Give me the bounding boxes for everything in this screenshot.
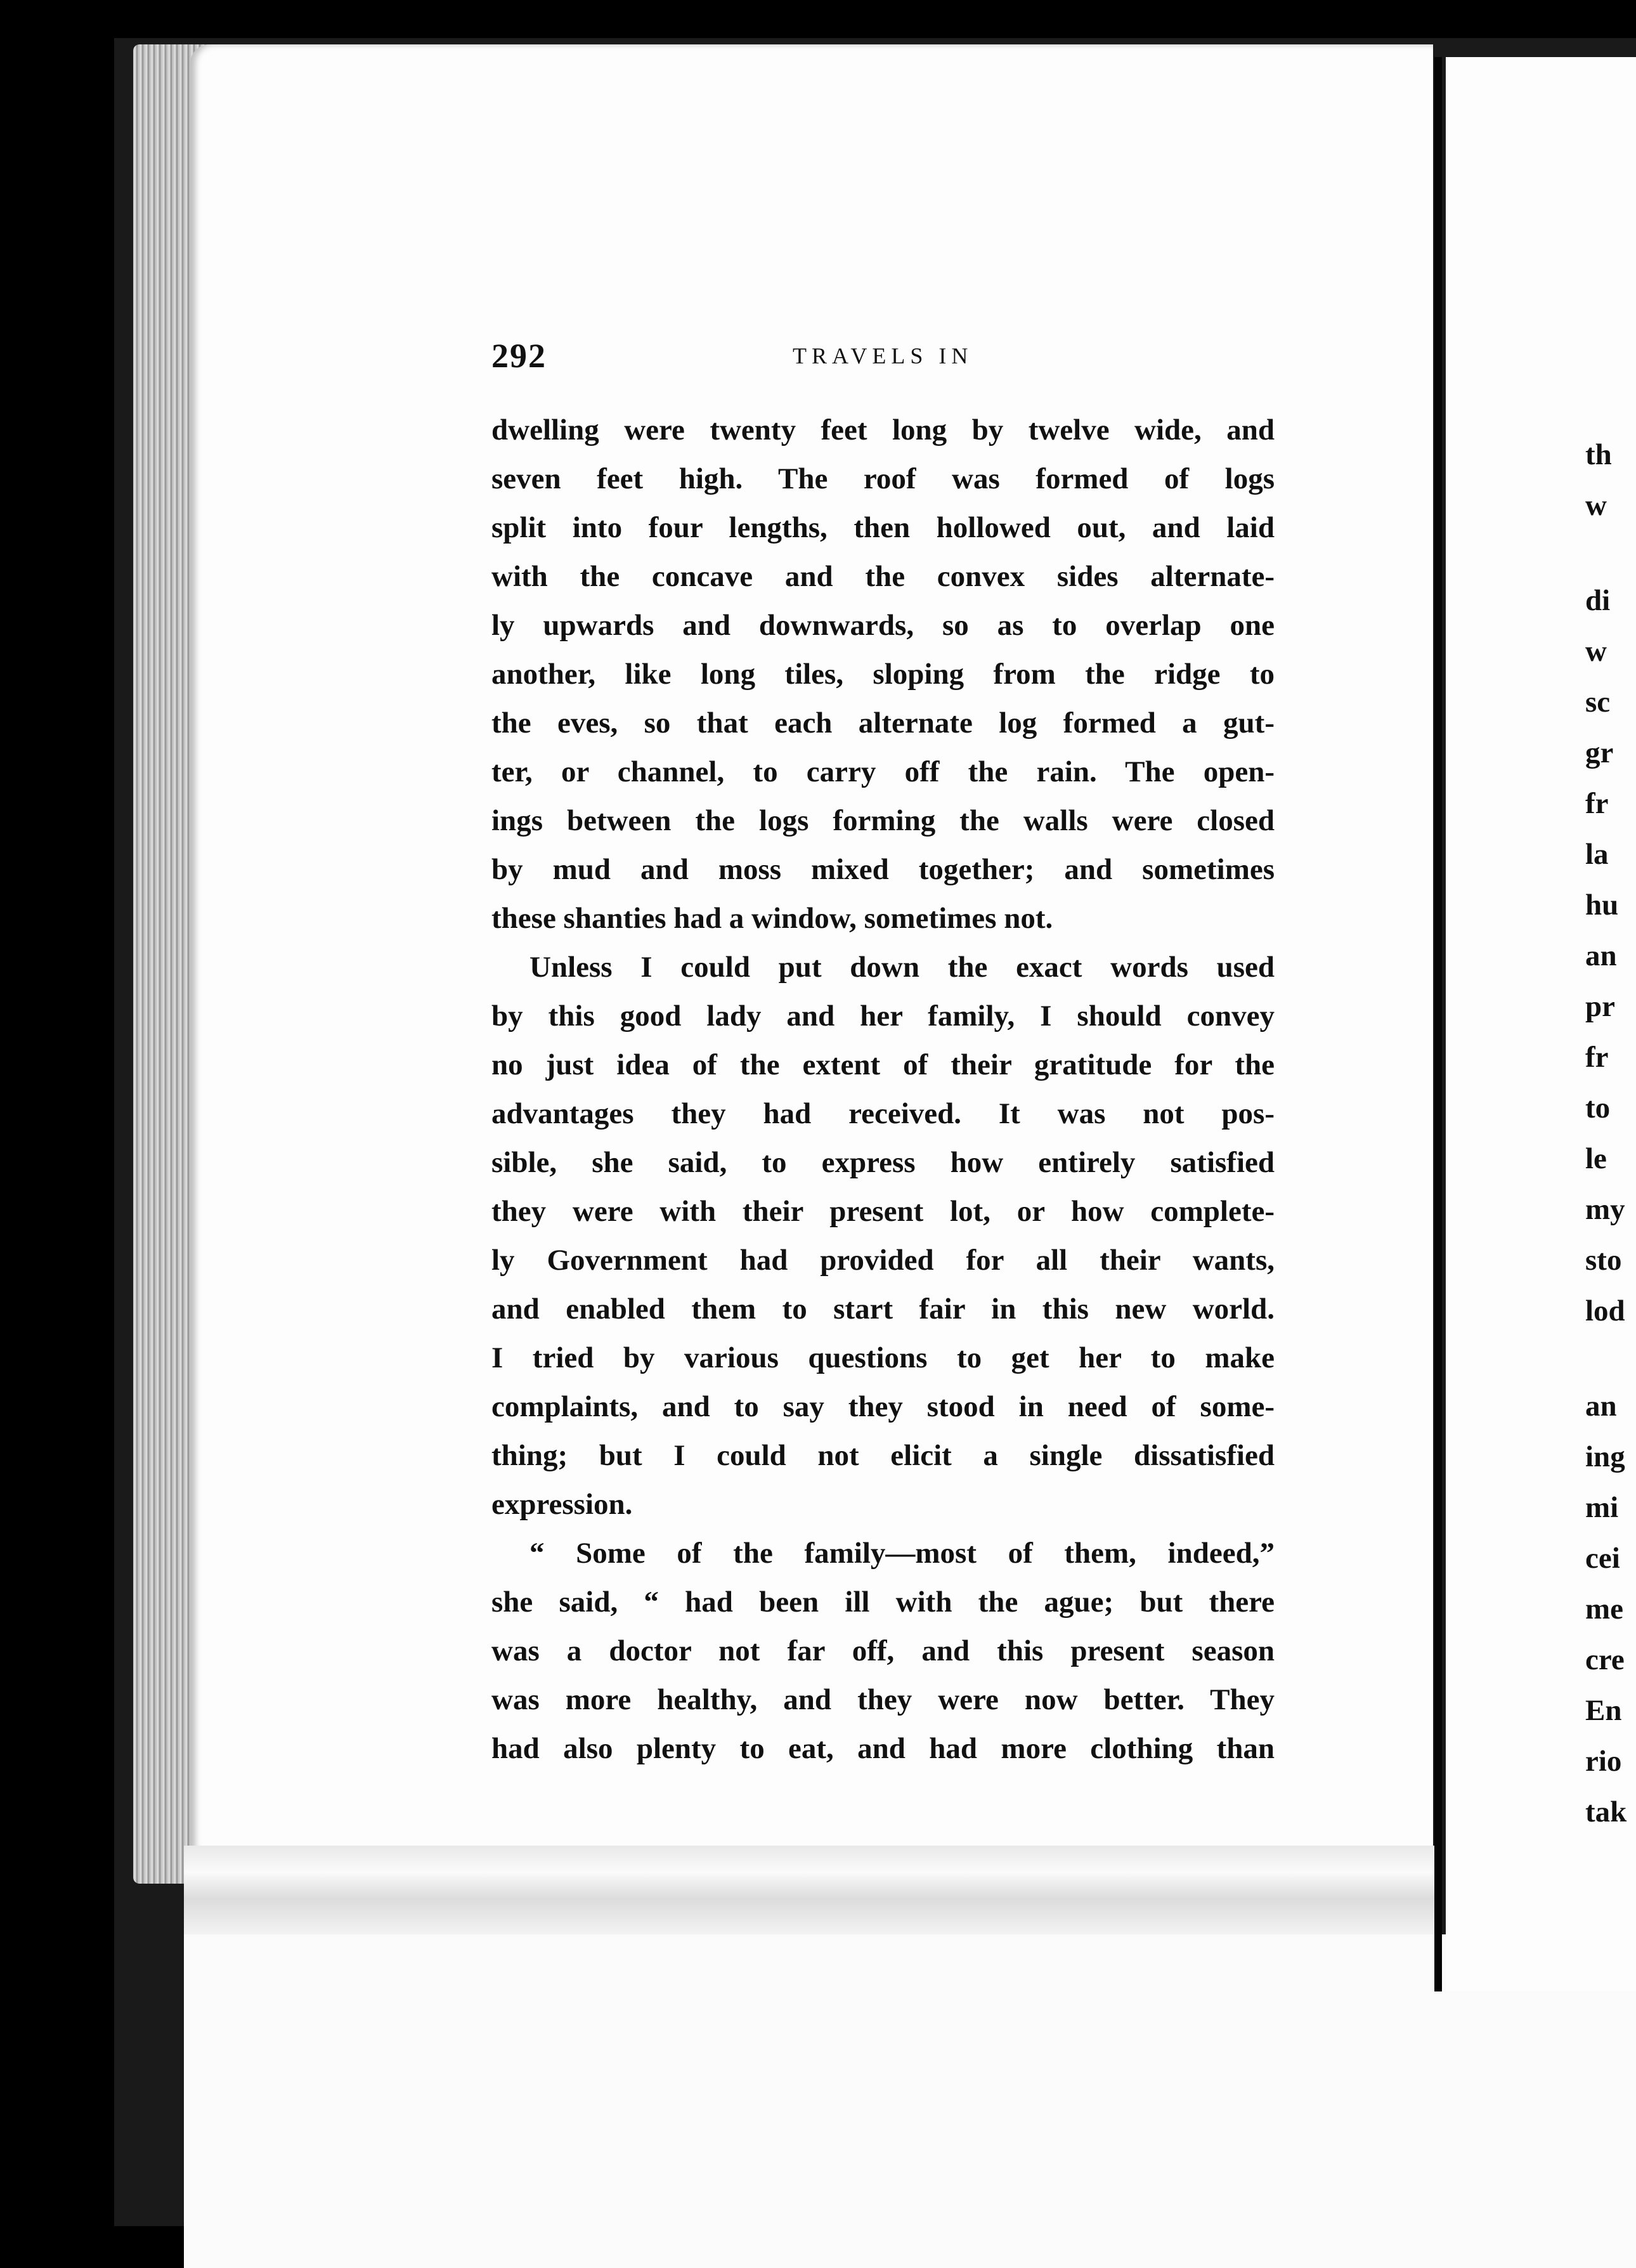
right-fragment: rio: [1585, 1745, 1622, 1778]
bottom-strip: [184, 1934, 1636, 2268]
text-line: no just idea of the extent of their gratitude for the: [491, 1048, 1275, 1081]
text-line: ly Government had provided for all their wants,: [491, 1244, 1275, 1277]
gutter-line: [1434, 57, 1442, 1991]
right-fragment: me: [1585, 1593, 1624, 1626]
right-fragment: fr: [1585, 1041, 1609, 1074]
right-fragment: w: [1585, 635, 1607, 668]
text-line: seven feet high. The roof was formed of logs: [491, 462, 1275, 495]
text-line: another, like long tiles, sloping from the ridge to: [491, 658, 1275, 691]
right-fragment: En: [1585, 1694, 1622, 1727]
page-bottom-edge: [184, 1846, 1439, 1934]
text-line: was a doctor not far off, and this present season: [491, 1634, 1275, 1667]
right-fragment: la: [1585, 838, 1609, 871]
text-line: I tried by various questions to get her to make: [491, 1341, 1275, 1374]
right-fragment: sto: [1585, 1244, 1622, 1277]
text-line: dwelling were twenty feet long by twelve wide, and: [491, 414, 1275, 446]
text-line: Unless I could put down the exact words used: [529, 951, 1275, 984]
right-fragment: le: [1585, 1142, 1607, 1175]
right-fragment: sc: [1585, 686, 1611, 719]
text-line: by this good lady and her family, I should convey: [491, 1000, 1275, 1033]
right-fragment: cei: [1585, 1542, 1620, 1575]
text-line: they were with their present lot, or how complete-: [491, 1195, 1275, 1228]
text-line: split into four lengths, then hollowed out, and laid: [491, 511, 1275, 544]
text-line: was more healthy, and they were now better. They: [491, 1683, 1275, 1716]
page-number: 292: [491, 337, 547, 375]
right-fragment: an: [1585, 1390, 1617, 1423]
right-fragment: lod: [1585, 1294, 1625, 1327]
right-fragment: an: [1585, 939, 1617, 972]
right-fragment: my: [1585, 1193, 1625, 1226]
text-line: advantages they had received. It was not pos-: [491, 1097, 1275, 1130]
right-fragment: hu: [1585, 889, 1619, 922]
text-line: expression.: [491, 1488, 633, 1521]
right-fragment: cre: [1585, 1643, 1625, 1676]
text-line: ter, or channel, to carry off the rain. The open-: [491, 755, 1275, 788]
text-line: she said, “ had been ill with the ague; but there: [491, 1586, 1275, 1619]
right-fragment: mi: [1585, 1491, 1619, 1524]
text-line: the eves, so that each alternate log formed a gut-: [491, 707, 1275, 740]
right-fragment: ing: [1585, 1440, 1625, 1473]
text-line: sible, she said, to express how entirely satisfied: [491, 1146, 1275, 1179]
text-line: had also plenty to eat, and had more clothing than: [491, 1732, 1275, 1765]
right-fragment: th: [1585, 438, 1612, 471]
text-line: thing; but I could not elicit a single dissatisfied: [491, 1439, 1275, 1472]
right-fragment: w: [1585, 489, 1607, 522]
text-line: ly upwards and downwards, so as to overlap one: [491, 609, 1275, 642]
right-fragment: pr: [1585, 990, 1615, 1023]
running-title: TRAVELS IN: [793, 343, 973, 368]
right-fragment: to: [1585, 1092, 1611, 1124]
text-line: with the concave and the convex sides alternate-: [491, 560, 1275, 593]
text-line: and enabled them to start fair in this new world.: [491, 1293, 1275, 1326]
text-line: complaints, and to say they stood in need of some-: [491, 1390, 1275, 1423]
text-line: ings between the logs forming the walls were closed: [491, 804, 1275, 837]
text-line: “ Some of the family—most of them, indeed,”: [529, 1537, 1275, 1570]
body-text: [491, 406, 1275, 1773]
text-line: these shanties had a window, sometimes not.: [491, 902, 1053, 935]
right-fragment: di: [1585, 584, 1611, 617]
right-fragment: gr: [1585, 736, 1614, 769]
right-fragment: fr: [1585, 787, 1609, 820]
text-line: by mud and moss mixed together; and sometimes: [491, 853, 1275, 886]
right-fragment: tak: [1585, 1796, 1627, 1828]
running-head: [491, 336, 1275, 381]
